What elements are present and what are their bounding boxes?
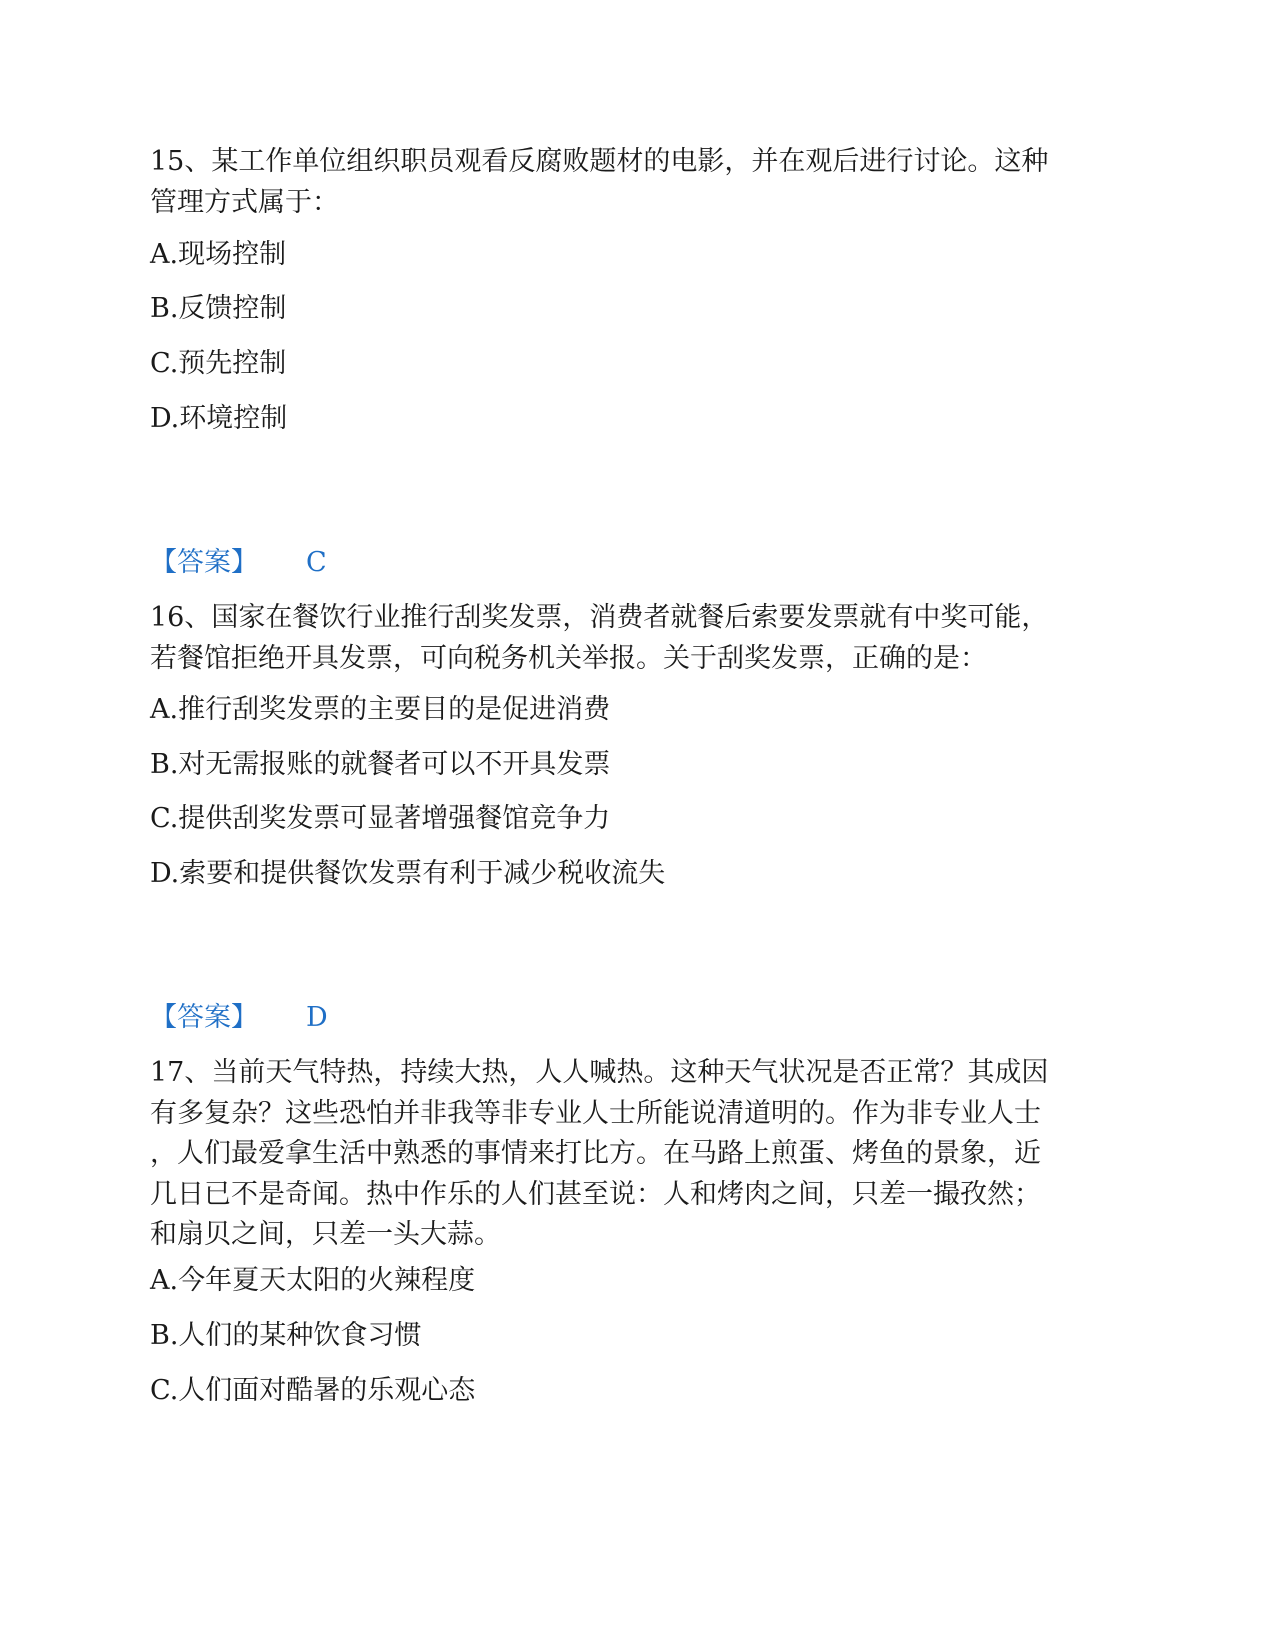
question-15-stem-line-1: 15、某工作单位组织职员观看反腐败题材的电影，并在观后进行讨论。这种 — [150, 146, 1049, 177]
answer-label: 【答案】 — [150, 547, 258, 578]
question-15-stem — [150, 142, 1110, 223]
question-16-stem — [150, 598, 1110, 679]
question-17-stem — [150, 1053, 1110, 1256]
question-17-stem-line-4: 几日已不是奇闻。热中作乐的人们甚至说：人和烤肉之间，只差一撮孜然； — [150, 1178, 1041, 1210]
question-16-stem-line-2: 若餐馆拒绝开具发票，可向税务机关举报。关于刮奖发票，正确的是： — [150, 642, 987, 674]
question-17-option-b: B.人们的某种饮食习惯 — [150, 1320, 422, 1351]
question-17-stem-line-5: 和扇贝之间，只差一头大蒜。 — [150, 1219, 501, 1250]
question-17-option-c: C.人们面对酷暑的乐观心态 — [150, 1375, 476, 1406]
question-17-option-a: A.今年夏天太阳的火辣程度 — [150, 1265, 476, 1296]
question-15-stem-line-2: 管理方式属于： — [150, 186, 339, 218]
question-16-option-b: B.对无需报账的就餐者可以不开具发票 — [150, 749, 611, 780]
answer-label: 【答案】 — [150, 1002, 258, 1033]
answer-value: C — [306, 547, 327, 578]
question-15-option-a: A.现场控制 — [150, 239, 287, 270]
answer-value: D — [306, 1002, 328, 1033]
question-16-option-c: C.提供刮奖发票可显著增强餐馆竞争力 — [150, 803, 611, 834]
question-15-option-d: D.环境控制 — [150, 403, 288, 434]
question-16-option-d: D.索要和提供餐饮发票有利于减少税收流失 — [150, 858, 666, 889]
question-17-stem-line-3: ，人们最爱拿生活中熟悉的事情来打比方。在马路上煎蛋、烤鱼的景象，近 — [150, 1138, 1041, 1169]
question-16-option-a: A.推行刮奖发票的主要目的是促进消费 — [150, 694, 611, 725]
question-16-stem-line-1: 16、国家在餐饮行业推行刮奖发票，消费者就餐后索要发票就有中奖可能， — [150, 602, 1049, 633]
question-15-answer — [150, 543, 327, 583]
question-16-answer — [150, 998, 328, 1038]
question-15-option-c: C.预先控制 — [150, 348, 287, 379]
question-17-stem-line-2: 有多复杂？这些恐怕并非我等非专业人士所能说清道明的。作为非专业人士 — [150, 1097, 1041, 1129]
question-17-stem-line-1: 17、当前天气特热，持续大热，人人喊热。这种天气状况是否正常？其成因 — [150, 1057, 1049, 1088]
question-15-option-b: B.反馈控制 — [150, 293, 287, 324]
